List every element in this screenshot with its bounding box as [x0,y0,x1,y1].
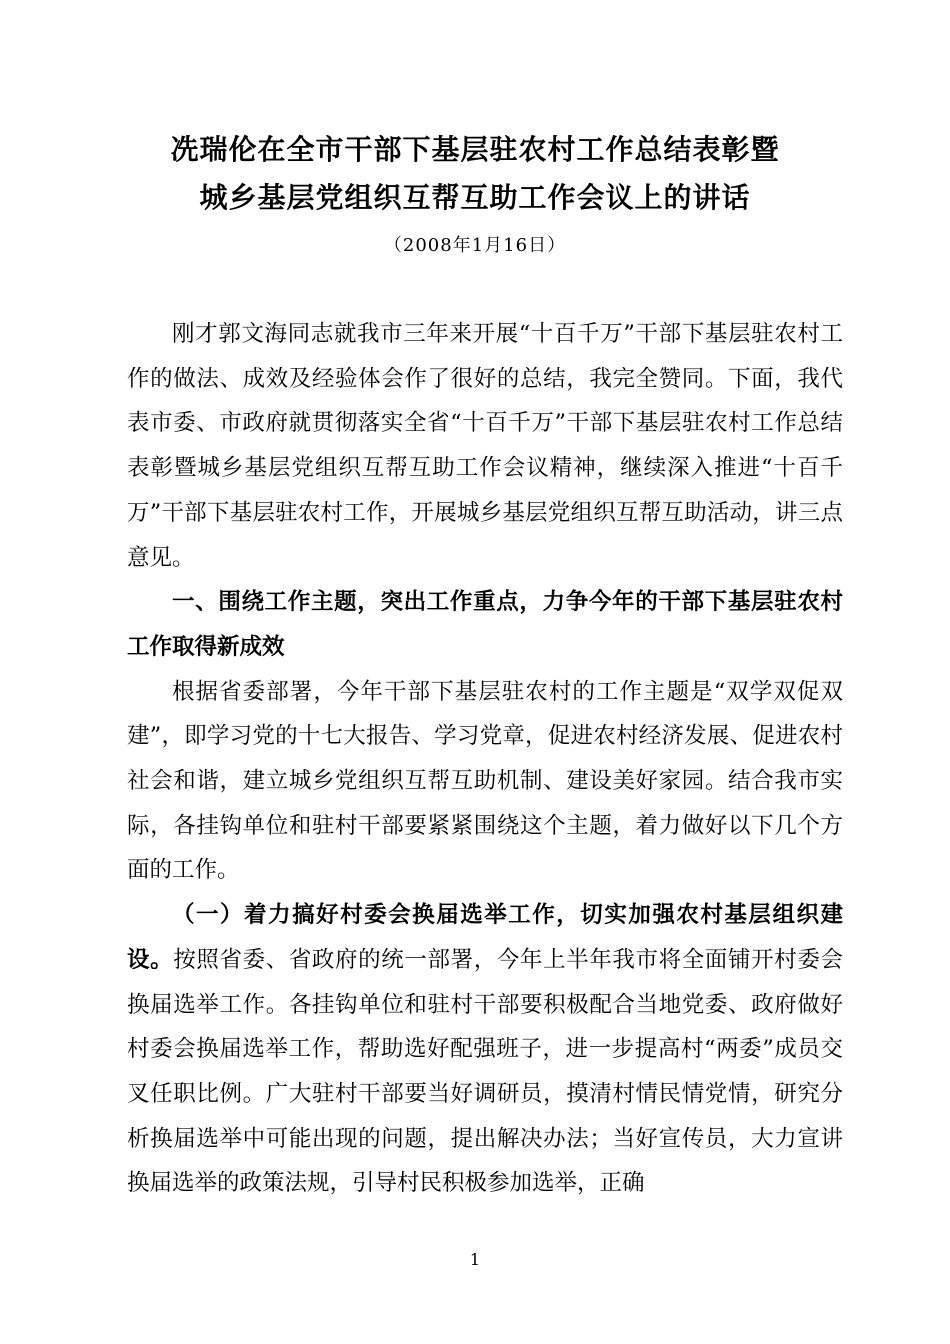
title-line-2: 城乡基层党组织互帮互助工作会议上的讲话 [199,181,751,214]
paragraph-section-1-1-text: 按照省委、省政府的统一部署，今年上半年我市将全面铺开村委会换届选举工作。各挂钩单位和驻村干部要积极配合当地党委、政府做好村委会换届选举工作，帮助选好配强班子，进一步提高村“两委”成员交叉任职比例。广大驻村干部要当好调研员，摸清村情民情党情，研究分析换届选举中可能出现的问题，提出解决办法；当好宣传员，大力宣讲换届选举的政策法规，引导村民积极参加选举，正确 [127,946,843,1197]
section-heading-1: 一、围绕工作主题，突出工作重点，力争今年的干部下基层驻农村工作取得新成效 [127,589,843,660]
paragraph-intro: 刚才郭文海同志就我市三年来开展“十百千万”干部下基层驻农村工作的做法、成效及经验体会作了很好的总结，我完全赞同。下面，我代表市委、市政府就贯彻落实全省“十百千万”干部下基层驻农村工作总结表彰暨城乡基层党组织互帮互助工作会议精神，继续深入推进“十百千万”干部下基层驻农村工作，开展城乡基层党组织互帮互助活动，讲三点意见。 [127,321,843,571]
document-body [127,312,843,1206]
page-number: 1 [469,1250,481,1269]
paragraph-section-1-1 [127,893,843,1206]
title-line-1: 冼瑞伦在全市干部下基层驻农村工作总结表彰暨 [170,133,780,166]
paragraph-theme: 根据省委部署，今年干部下基层驻农村的工作主题是“双学双促双建”，即学习党的十七大报告、学习党章，促进农村经济发展、促进农村社会和谐，建立城乡党组织互帮互助机制、建设美好家园。结合我市实际，各挂钩单位和驻村干部要紧紧围绕这个主题，着力做好以下几个方面的工作。 [127,678,843,884]
subheading-1-1: （一）着力搞好村委会换届选举工作，切实加强农村基层组织建设。 [127,902,843,973]
speech-date: （2008年1月16日） [383,235,567,256]
